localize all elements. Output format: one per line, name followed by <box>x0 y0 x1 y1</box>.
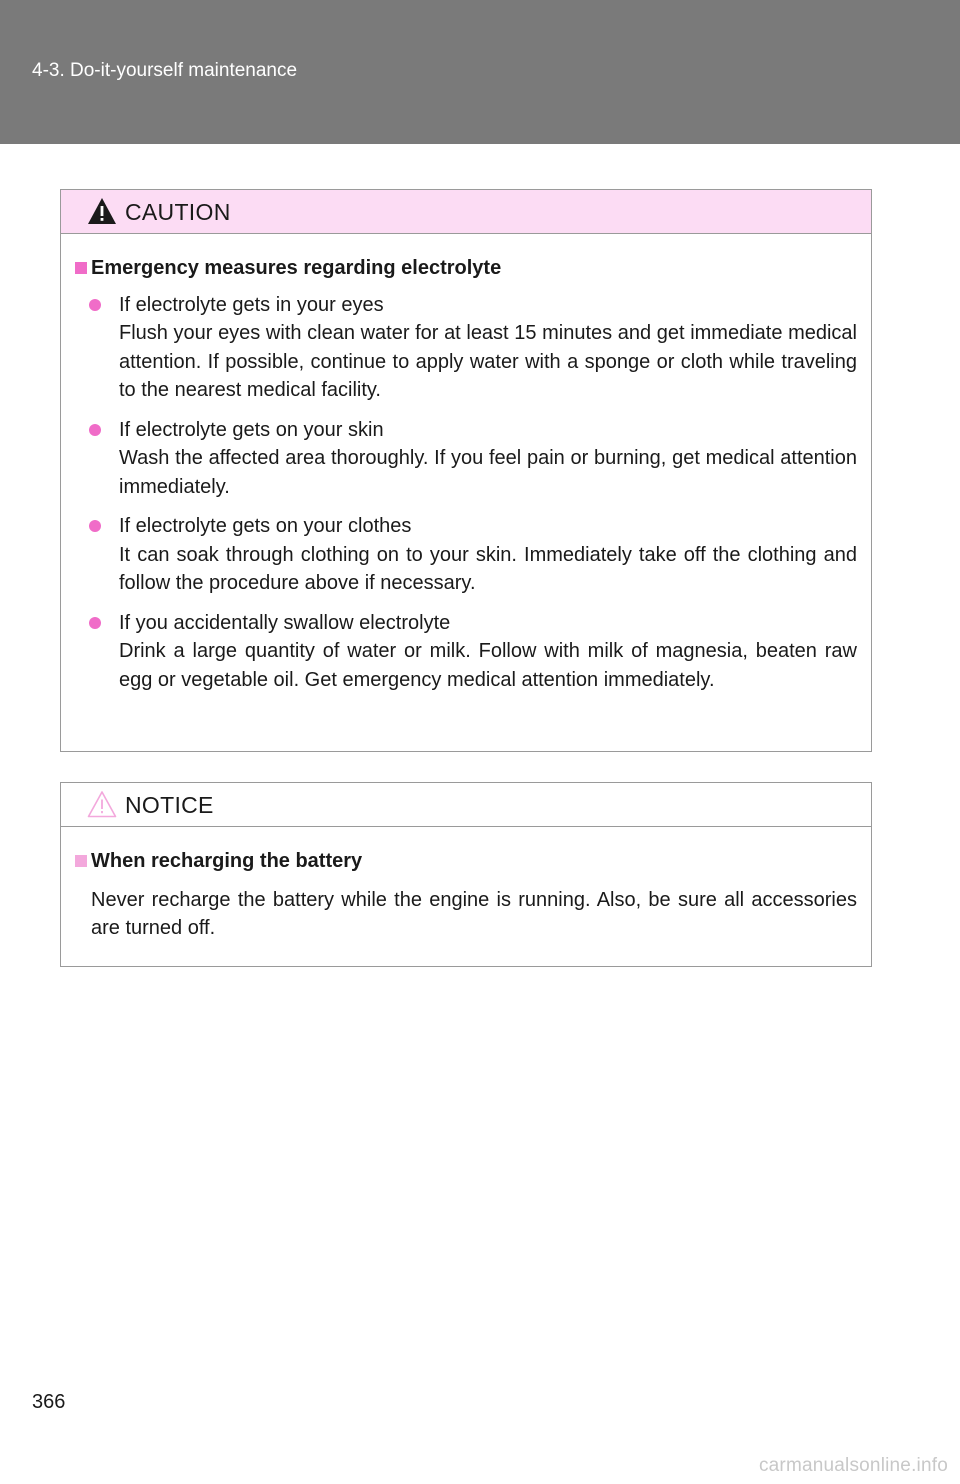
caution-item <box>89 416 857 502</box>
caution-body <box>61 254 871 694</box>
circle-bullet-icon <box>89 299 101 311</box>
caution-subheading <box>75 254 857 283</box>
warning-triangle-outline-icon <box>87 790 117 818</box>
notice-label: NOTICE <box>125 792 214 818</box>
caution-item-title: If electrolyte gets on your skin <box>119 418 384 441</box>
notice-subheading <box>75 847 857 876</box>
watermark: carmanualsonline.info <box>758 1455 948 1476</box>
caution-item-text: Flush your eyes with clean water for at least 15 minutes and get immediate medical attention. If possible, continue to apply water with a sponge or cloth while traveling to the nearest medical facility. <box>119 322 857 401</box>
caution-box <box>60 189 872 752</box>
warning-triangle-filled-icon <box>87 197 117 225</box>
square-bullet-icon <box>75 262 87 274</box>
caution-item-title: If electrolyte gets on your clothes <box>119 515 412 537</box>
circle-bullet-icon <box>89 424 101 436</box>
caution-header <box>61 190 871 234</box>
caution-subheading-text: Emergency measures regarding electrolyte <box>91 257 502 279</box>
caution-label: CAUTION <box>125 199 231 225</box>
page-number: 366 <box>32 1391 66 1413</box>
circle-bullet-icon <box>89 617 101 629</box>
caution-item-text: Drink a large quantity of water or milk. Follow with milk of magnesia, beaten raw egg or vegetable oil. Get emergency medical attention immediately. <box>119 640 857 691</box>
caution-item-text: Wash the affected area thoroughly. If you feel pain or burning, get medical attention immediately. <box>119 447 857 498</box>
circle-bullet-icon <box>89 520 101 532</box>
caution-item <box>89 291 857 405</box>
caution-item <box>89 609 857 695</box>
square-bullet-icon <box>75 855 87 867</box>
caution-item-title: If electrolyte gets in your eyes <box>119 293 384 316</box>
caution-item-list <box>75 291 857 695</box>
notice-body <box>61 847 871 943</box>
caution-item-title: If you accidentally swallow electrolyte <box>119 611 451 634</box>
notice-subheading-text: When recharging the battery <box>91 850 363 872</box>
notice-text: Never recharge the battery while the engine is running. Also, be sure all accessories are turned off. <box>91 888 857 939</box>
notice-box <box>60 782 872 967</box>
notice-header <box>61 783 871 827</box>
header-band <box>0 0 960 144</box>
caution-item-text: It can soak through clothing on to your skin. Immediately take off the clothing and follow the procedure above if necessary. <box>119 543 857 594</box>
caution-item <box>89 512 857 598</box>
section-title: 4-3. Do-it-yourself maintenance <box>32 60 298 81</box>
